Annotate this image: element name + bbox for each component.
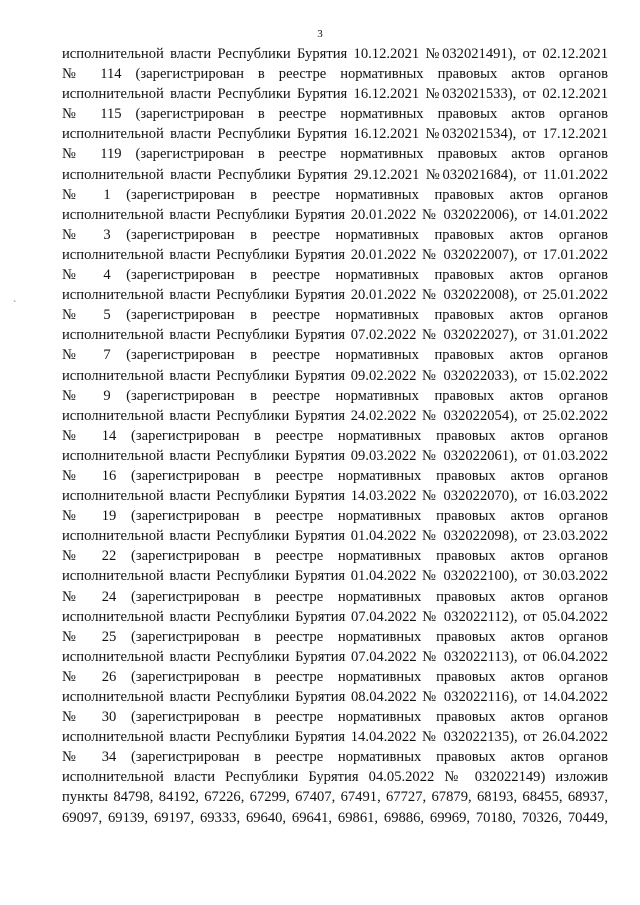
text-line: исполнительной власти Республики Бурятия 04.05.2022 № 032022149) изложив: [62, 769, 608, 786]
text-line: № 25 (зарегистрирован в реестре нормативных правовых актов органов: [62, 628, 608, 645]
text-line: исполнительной власти Республики Бурятия 01.04.2022 № 032022100), от 30.03.2022: [62, 568, 608, 585]
text-line: № 5 (зарегистрирован в реестре нормативных правовых актов органов: [62, 307, 608, 324]
text-line: исполнительной власти Республики Бурятия 07.04.2022 № 032022112), от 05.04.2022: [62, 608, 608, 625]
text-line: исполнительной власти Республики Бурятия 29.12.2021 №032021684), от 11.01.2022: [62, 166, 608, 183]
text-line: № 3 (зарегистрирован в реестре нормативных правовых актов органов: [62, 226, 608, 243]
text-line: № 16 (зарегистрирован в реестре нормативных правовых актов органов: [62, 467, 608, 484]
text-line: № 30 (зарегистрирован в реестре нормативных правовых актов органов: [62, 709, 608, 726]
text-line: исполнительной власти Республики Бурятия 20.01.2022 № 032022006), от 14.01.2022: [62, 206, 608, 223]
text-line: № 119 (зарегистрирован в реестре нормативных правовых актов органов: [62, 146, 608, 163]
text-line: № 26 (зарегистрирован в реестре нормативных правовых актов органов: [62, 668, 608, 685]
text-line: № 9 (зарегистрирован в реестре нормативных правовых актов органов: [62, 387, 608, 404]
text-line: № 115 (зарегистрирован в реестре нормативных правовых актов органов: [62, 106, 608, 123]
text-line: исполнительной власти Республики Бурятия 16.12.2021 №032021534), от 17.12.2021: [62, 126, 608, 143]
text-line: исполнительной власти Республики Бурятия 16.12.2021 №032021533), от 02.12.2021: [62, 86, 608, 103]
text-line: № 14 (зарегистрирован в реестре нормативных правовых актов органов: [62, 427, 608, 444]
text-line: исполнительной власти Республики Бурятия 09.02.2022 № 032022033), от 15.02.2022: [62, 367, 608, 384]
text-line: № 4 (зарегистрирован в реестре нормативных правовых актов органов: [62, 267, 608, 284]
text-line: № 34 (зарегистрирован в реестре нормативных правовых актов органов: [62, 749, 608, 766]
text-line: исполнительной власти Республики Бурятия 07.04.2022 № 032022113), от 06.04.2022: [62, 648, 608, 665]
text-line: исполнительной власти Республики Бурятия 01.04.2022 № 032022098), от 23.03.2022: [62, 528, 608, 545]
margin-mark: ˋ: [13, 300, 17, 311]
text-line: исполнительной власти Республики Бурятия 20.01.2022 № 032022007), от 17.01.2022: [62, 246, 608, 263]
text-line: № 19 (зарегистрирован в реестре нормативных правовых актов органов: [62, 508, 608, 525]
text-line: 69097, 69139, 69197, 69333, 69640, 69641, 69861, 69886, 69969, 70180, 70326, 70449,: [62, 809, 608, 826]
text-line: исполнительной власти Республики Бурятия 24.02.2022 № 032022054), от 25.02.2022: [62, 407, 608, 424]
text-line: № 114 (зарегистрирован в реестре нормативных правовых актов органов: [62, 66, 608, 83]
text-line: исполнительной власти Республики Бурятия 14.04.2022 № 032022135), от 26.04.2022: [62, 729, 608, 746]
text-line: пункты 84798, 84192, 67226, 67299, 67407, 67491, 67727, 67879, 68193, 68455, 68937,: [62, 789, 608, 806]
text-line: исполнительной власти Республики Бурятия 08.04.2022 № 032022116), от 14.04.2022: [62, 689, 608, 705]
page-number: 3: [317, 28, 323, 40]
document-body: [62, 44, 608, 828]
text-line: № 1 (зарегистрирован в реестре нормативных правовых актов органов: [62, 186, 608, 203]
text-line: исполнительной власти Республики Бурятия 14.03.2022 № 032022070), от 16.03.2022: [62, 488, 608, 505]
text-line: исполнительной власти Республики Бурятия 10.12.2021 №032021491), от 02.12.2021: [62, 46, 608, 62]
text-line: исполнительной власти Республики Бурятия 07.02.2022 № 032022027), от 31.01.2022: [62, 327, 608, 344]
text-line: исполнительной власти Республики Бурятия 09.03.2022 № 032022061), от 01.03.2022: [62, 447, 608, 464]
text-line: исполнительной власти Республики Бурятия 20.01.2022 № 032022008), от 25.01.2022: [62, 287, 608, 304]
text-line: № 24 (зарегистрирован в реестре нормативных правовых актов органов: [62, 588, 608, 605]
text-line: № 22 (зарегистрирован в реестре нормативных правовых актов органов: [62, 548, 608, 565]
text-line: № 7 (зарегистрирован в реестре нормативных правовых актов органов: [62, 347, 608, 364]
